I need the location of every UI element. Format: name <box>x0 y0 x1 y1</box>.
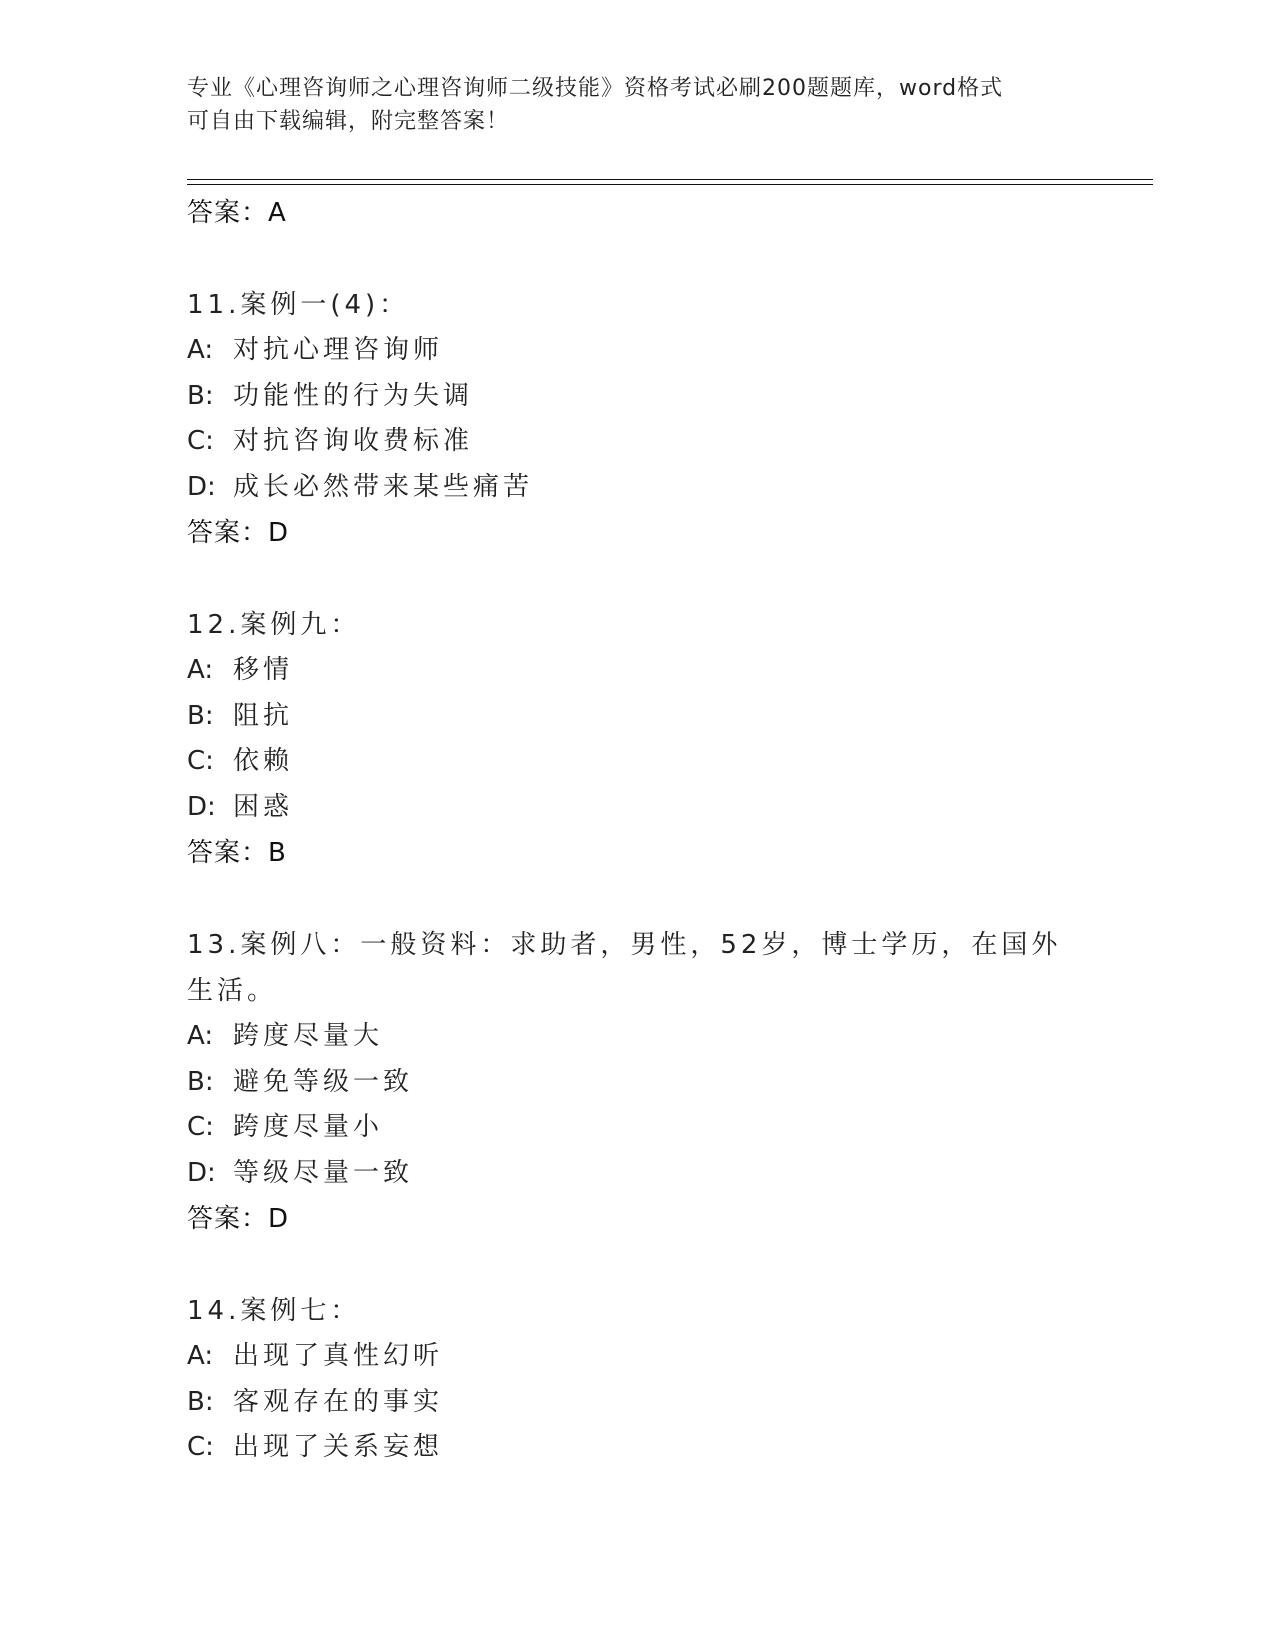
option-letter: B: <box>187 380 214 411</box>
option-letter: C: <box>187 426 214 456</box>
option-b <box>187 694 1147 740</box>
option-letter: C: <box>187 1112 214 1142</box>
option-text: 出现了关系妄想 <box>233 1432 444 1462</box>
option-letter: D: <box>187 1157 216 1188</box>
option-letter: B: <box>187 1386 214 1417</box>
option-text: 对抗心理咨询师 <box>233 335 444 365</box>
spacer <box>187 556 1147 602</box>
option-letter: A: <box>187 1021 214 1051</box>
spacer <box>187 236 1147 282</box>
option-text: 依赖 <box>233 746 294 776</box>
question-stem: 12.案例九： <box>187 610 361 640</box>
option-b <box>187 374 1147 420</box>
option-letter: D: <box>187 791 216 822</box>
question-list <box>187 190 1147 1471</box>
answer-line: 答案：A <box>187 198 287 228</box>
header-divider-top <box>187 179 1153 180</box>
option-text: 功能性的行为失调 <box>233 380 474 411</box>
answer-line: 答案：D <box>187 518 290 548</box>
option-a <box>187 648 1147 694</box>
header-divider-bottom <box>187 184 1153 185</box>
header-line-1: 专业《心理咨询师之心理咨询师二级技能》资格考试必刷200题题库，word格式 <box>187 76 1004 101</box>
option-b <box>187 1060 1147 1106</box>
option-c <box>187 419 1147 465</box>
header-line-2: 可自由下载编辑，附完整答案！ <box>187 109 510 134</box>
option-d <box>187 1151 1147 1197</box>
question-block <box>187 1288 1147 1471</box>
option-letter: C: <box>187 746 214 776</box>
option-text: 客观存在的事实 <box>233 1386 444 1417</box>
option-a <box>187 1014 1147 1060</box>
option-a <box>187 328 1147 374</box>
option-letter: B: <box>187 1066 214 1097</box>
answer-line: 答案：D <box>187 1204 290 1234</box>
question-stem: 13.案例八：一般资料：求助者，男性，52岁，博士学历，在国外生活。 <box>187 930 1062 1006</box>
option-a <box>187 1334 1147 1380</box>
option-text: 等级尽量一致 <box>233 1157 414 1188</box>
option-letter: D: <box>187 471 216 502</box>
option-text: 阻抗 <box>233 700 294 731</box>
question-stem: 11.案例一(4)： <box>187 290 410 320</box>
question-block <box>187 282 1147 556</box>
option-letter: A: <box>187 655 214 685</box>
answer-line: 答案：B <box>187 838 287 868</box>
question-block <box>187 602 1147 876</box>
option-b <box>187 1380 1147 1426</box>
option-text: 跨度尽量小 <box>233 1112 384 1142</box>
option-d <box>187 465 1147 511</box>
question-stem: 14.案例七： <box>187 1296 361 1326</box>
option-text: 出现了真性幻听 <box>233 1341 444 1371</box>
option-letter: A: <box>187 1341 214 1371</box>
option-c <box>187 1425 1147 1471</box>
question-block <box>187 922 1147 1242</box>
option-text: 移情 <box>233 655 294 685</box>
option-text: 对抗咨询收费标准 <box>233 426 474 456</box>
option-text: 困惑 <box>233 791 294 822</box>
option-letter: B: <box>187 700 214 731</box>
option-text: 避免等级一致 <box>233 1066 414 1097</box>
option-d <box>187 785 1147 831</box>
option-text: 成长必然带来某些痛苦 <box>233 471 534 502</box>
option-c <box>187 1105 1147 1151</box>
spacer <box>187 876 1147 922</box>
spacer <box>187 1242 1147 1288</box>
option-letter: A: <box>187 335 214 365</box>
option-c <box>187 739 1147 785</box>
option-letter: C: <box>187 1432 214 1462</box>
option-text: 跨度尽量大 <box>233 1021 384 1051</box>
document-header <box>187 72 1087 138</box>
